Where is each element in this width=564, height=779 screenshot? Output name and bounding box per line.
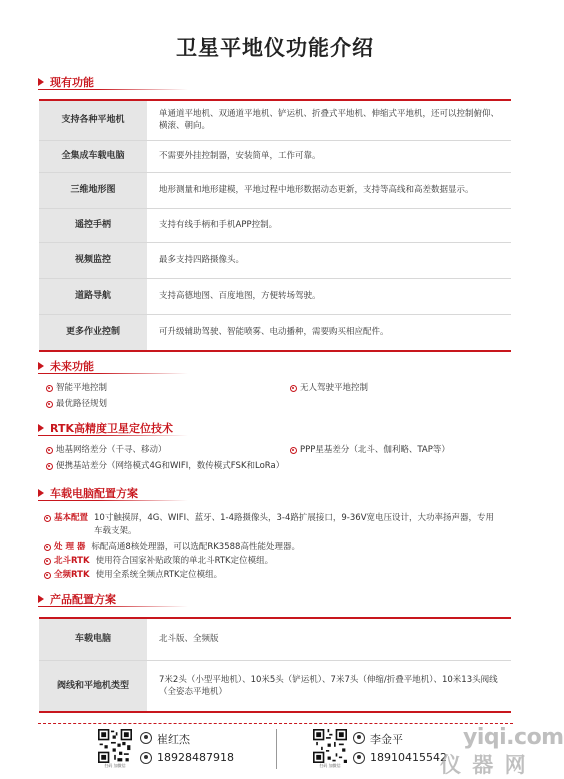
section-title: RTK高精度卫星定位技术 bbox=[50, 422, 174, 435]
feature-value: 支持有线手柄和手机APP控制。 bbox=[147, 208, 511, 242]
qr-code-icon bbox=[98, 729, 132, 763]
phone-icon bbox=[353, 752, 365, 764]
list-item: 智能平地控制 bbox=[46, 382, 107, 394]
contact-phone: 18910415542 bbox=[370, 751, 447, 764]
bullet-icon bbox=[290, 447, 297, 454]
table-row bbox=[39, 100, 511, 140]
feature-value: 可升级辅助驾驶、智能喷雾、电动播种，需要购买相应配件。 bbox=[159, 327, 389, 338]
section-title: 车载电脑配置方案 bbox=[50, 487, 138, 500]
config-item-processor: 处 理 器 标配高通8核处理器，可以选配RK3588高性能处理器。 bbox=[44, 541, 514, 554]
table-row bbox=[39, 140, 511, 172]
table-row bbox=[39, 618, 511, 660]
arrow-icon bbox=[38, 424, 44, 432]
table-row bbox=[39, 242, 511, 278]
bullet-icon bbox=[44, 515, 51, 522]
section-header-computer bbox=[38, 483, 138, 501]
list-item: 便携基站差分（网络模式4G和WIFI，数传模式FSK和LoRa） bbox=[46, 460, 284, 472]
qr-caption: 扫码 加微信 bbox=[104, 763, 126, 768]
qr-code-icon bbox=[313, 729, 347, 763]
bullet-icon bbox=[44, 558, 51, 565]
arrow-icon bbox=[38, 362, 44, 370]
list-item: PPP星基差分（北斗、伽利略、TAP等） bbox=[290, 444, 450, 456]
section-underline bbox=[38, 89, 188, 90]
table-row bbox=[39, 278, 511, 314]
arrow-icon bbox=[38, 489, 44, 497]
feature-key: 支持各种平地机 bbox=[39, 100, 147, 140]
feature-value: 单通道平地机、双通道平地机、铲运机、折叠式平地机、伸缩式平地机，还可以控制俯仰、横滚、朝向。 bbox=[147, 100, 511, 140]
feature-key: 更多作业控制 bbox=[39, 314, 147, 351]
section-header-future bbox=[38, 356, 94, 374]
table-row bbox=[39, 314, 511, 351]
list-item: 无人驾驶平地控制 bbox=[290, 382, 368, 394]
list-item: 地基网络差分（千寻、移动） bbox=[46, 444, 167, 456]
list-item: 最优路径规划 bbox=[46, 398, 107, 410]
section-title: 现有功能 bbox=[50, 76, 94, 89]
section-header-existing bbox=[38, 72, 94, 90]
section-header-rtk bbox=[38, 418, 173, 436]
feature-key: 遥控手柄 bbox=[39, 208, 147, 242]
config-item-basic: 基本配置 10寸触摸屏，4G、WIFI、蓝牙、1-4路摄像头，3-4路扩展接口，9-36V宽电压设计，大功率扬声器，专用车载支架。 bbox=[44, 512, 514, 538]
arrow-icon bbox=[38, 78, 44, 86]
phone-icon bbox=[140, 752, 152, 764]
contact-name: 崔红杰 bbox=[157, 733, 190, 746]
feature-key: 三维地形图 bbox=[39, 172, 147, 208]
qr-caption: 扫码 加微信 bbox=[319, 763, 341, 768]
section-underline bbox=[38, 500, 188, 501]
products-table bbox=[39, 617, 511, 713]
section-header-product bbox=[38, 589, 116, 607]
section-underline bbox=[38, 435, 188, 436]
bullet-icon bbox=[44, 544, 51, 551]
bullet-icon bbox=[44, 572, 51, 579]
section-title: 未来功能 bbox=[50, 360, 94, 373]
feature-value: 不需要外挂控制器，安装简单，工作可靠。 bbox=[147, 140, 511, 172]
product-key: 车载电脑 bbox=[39, 618, 147, 660]
product-value: 7米2头（小型平地机）、10米5头（铲运机）、7米7头（伸缩/折叠平地机）、10米13头阀线（全姿态平地机） bbox=[159, 674, 498, 697]
product-value: 北斗版、全频版 bbox=[147, 618, 511, 660]
arrow-icon bbox=[38, 595, 44, 603]
section-underline bbox=[38, 373, 188, 374]
person-icon bbox=[353, 732, 365, 744]
watermark-brand: 仪 器 网 bbox=[440, 753, 528, 777]
contact-phone: 18928487918 bbox=[157, 751, 234, 764]
bullet-icon bbox=[46, 385, 53, 392]
feature-value: 支持高德地图、百度地图，方便转场驾驶。 bbox=[147, 278, 511, 314]
footer-separator bbox=[276, 729, 277, 769]
config-item-fullfreq: 全频RTK 使用全系统全频点RTK定位模组。 bbox=[44, 569, 514, 582]
watermark-site: yiqi.com bbox=[463, 725, 564, 750]
product-key: 阀线和平地机类型 bbox=[39, 660, 147, 712]
table-row bbox=[39, 172, 511, 208]
feature-value: 地形测量和地形建模，平地过程中地形数据动态更新，支持等高线和高差数据显示。 bbox=[147, 172, 511, 208]
section-underline bbox=[38, 606, 188, 607]
bullet-icon bbox=[46, 447, 53, 454]
bullet-icon bbox=[290, 385, 297, 392]
footer-divider bbox=[38, 723, 513, 724]
bullet-icon bbox=[46, 401, 53, 408]
config-item-beidou: 北斗RTK 使用符合国家补贴政策的单北斗RTK定位模组。 bbox=[44, 555, 514, 568]
feature-key: 道路导航 bbox=[39, 278, 147, 314]
features-table bbox=[39, 99, 511, 352]
contact-name: 李金平 bbox=[370, 733, 403, 746]
feature-key: 视频监控 bbox=[39, 242, 147, 278]
feature-key: 全集成车载电脑 bbox=[39, 140, 147, 172]
person-icon bbox=[140, 732, 152, 744]
section-title: 产品配置方案 bbox=[50, 593, 116, 606]
table-row bbox=[39, 660, 511, 712]
bullet-icon bbox=[46, 463, 53, 470]
page-title: 卫星平地仪功能介绍 bbox=[176, 36, 374, 60]
table-row bbox=[39, 208, 511, 242]
feature-value: 最多支持四路摄像头。 bbox=[147, 242, 511, 278]
